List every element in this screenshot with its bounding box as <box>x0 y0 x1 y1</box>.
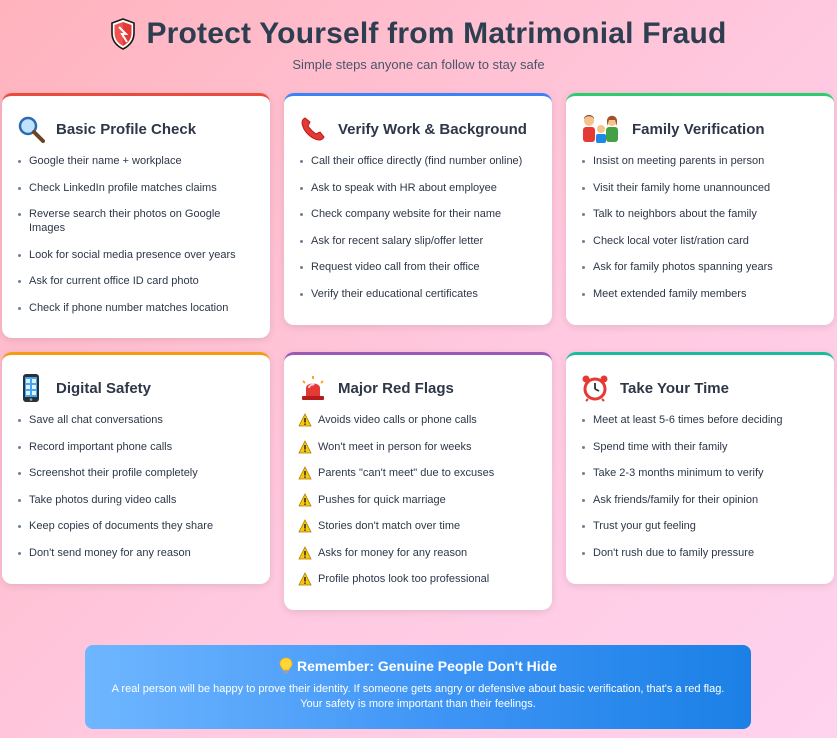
list-item <box>580 234 820 248</box>
list-item <box>580 546 820 560</box>
bullet-icon <box>18 307 21 310</box>
list-item-text: Asks for money for any reason <box>318 546 468 559</box>
card-title: Basic Profile Check <box>56 120 197 138</box>
list-item <box>16 546 256 560</box>
bullet-icon <box>582 240 585 243</box>
list-item <box>16 274 256 288</box>
page-subtitle: Simple steps anyone can follow to stay safe <box>292 57 545 72</box>
banner-title: Remember: Genuine People Don't Hide <box>296 658 558 674</box>
shield-icon <box>110 18 136 50</box>
mobile-icon <box>16 373 46 403</box>
list-item-text: Stories don't match over time <box>318 520 461 532</box>
card-digital-safety <box>2 352 270 584</box>
list-item-text: Meet at least 5-6 times before deciding <box>593 414 783 426</box>
list-item-text: Ask for recent salary slip/offer letter <box>311 234 484 247</box>
card-header <box>16 373 256 403</box>
bullet-icon <box>300 266 303 269</box>
list-item-text: Pushes for quick marriage <box>318 493 446 506</box>
bullet-icon <box>300 213 303 216</box>
card-verify-work-background <box>284 93 552 325</box>
bullet-icon <box>300 160 303 163</box>
warning-icon <box>298 466 312 480</box>
title-row <box>0 14 837 54</box>
list-item-text: Visit their family home unannounced <box>593 181 771 194</box>
bullet-icon <box>582 552 585 555</box>
bullet-icon <box>582 187 585 190</box>
card-item-list <box>16 413 256 560</box>
list-item-text: Ask friends/family for their opinion <box>593 493 759 506</box>
list-item-text: Check local voter list/ration card <box>593 234 749 247</box>
list-item-text: Trust your gut feeling <box>593 520 696 532</box>
list-item <box>298 207 538 221</box>
list-item-text: Ask for current office ID card photo <box>29 275 199 287</box>
bullet-icon <box>582 446 585 449</box>
list-item-text: Won't meet in person for weeks <box>318 440 472 453</box>
list-item <box>298 260 538 274</box>
card-family-verification <box>566 93 834 325</box>
card-title: Verify Work & Background <box>338 120 527 138</box>
list-item-text: Insist on meeting parents in person <box>593 155 765 167</box>
list-item <box>580 207 820 221</box>
list-item-text: Don't rush due to family pressure <box>593 546 755 559</box>
list-item-text: Keep copies of documents they share <box>29 520 214 532</box>
list-item-text: Don't send money for any reason <box>29 546 191 559</box>
card-title: Family Verification <box>632 120 765 138</box>
warning-icon <box>298 493 312 507</box>
card-item-list <box>580 413 820 560</box>
card-header <box>298 114 538 144</box>
list-item <box>580 413 820 427</box>
bullet-icon <box>582 419 585 422</box>
list-item <box>298 440 538 454</box>
magnifier-icon <box>16 114 46 144</box>
list-item-text: Call their office directly (find number online) <box>311 155 523 167</box>
list-item-text: Ask for family photos spanning years <box>593 261 773 273</box>
list-item <box>298 466 538 480</box>
card-take-your-time <box>566 352 834 584</box>
siren-icon <box>298 373 328 403</box>
list-item <box>16 181 256 195</box>
list-item-text: Save all chat conversations <box>29 414 163 426</box>
list-item-text: Avoids video calls or phone calls <box>318 414 477 426</box>
reminder-banner <box>85 645 751 729</box>
bullet-icon <box>18 254 21 257</box>
bullet-icon <box>18 499 21 502</box>
list-item <box>580 466 820 480</box>
list-item <box>16 466 256 480</box>
list-item-text: Take 2-3 months minimum to verify <box>593 467 764 479</box>
warning-icon <box>298 413 312 427</box>
bullet-icon <box>18 187 21 190</box>
list-item-text: Check company website for their name <box>311 208 502 220</box>
bullet-icon <box>18 160 21 163</box>
warning-icon <box>298 546 312 560</box>
card-header <box>16 114 256 144</box>
phone-icon <box>298 114 328 144</box>
list-item <box>16 207 256 235</box>
card-major-red-flags <box>284 352 552 610</box>
banner-text: A real person will be happy to prove their identity. If someone gets angry or defensive about basic verification, that's a red flag. Your safety is more important than their feelings. <box>111 683 725 710</box>
bullet-icon <box>582 525 585 528</box>
page-header <box>0 14 837 72</box>
bullet-icon <box>300 293 303 296</box>
list-item-text: Google their name + workplace <box>29 155 182 167</box>
list-item <box>16 301 256 315</box>
bullet-icon <box>18 280 21 283</box>
bullet-icon <box>300 187 303 190</box>
list-item <box>580 260 820 274</box>
bullet-icon <box>582 160 585 163</box>
list-item-text: Look for social media presence over years <box>29 248 236 261</box>
list-item <box>580 519 820 533</box>
list-item <box>298 572 538 586</box>
list-item <box>298 287 538 301</box>
list-item <box>16 493 256 507</box>
bullet-icon <box>582 293 585 296</box>
list-item <box>16 154 256 168</box>
bullet-icon <box>18 419 21 422</box>
list-item <box>298 234 538 248</box>
list-item <box>16 440 256 454</box>
bullet-icon <box>300 240 303 243</box>
list-item-text: Ask to speak with HR about employee <box>311 181 497 194</box>
list-item <box>298 154 538 168</box>
bullet-icon <box>582 472 585 475</box>
list-item <box>580 181 820 195</box>
list-item-text: Talk to neighbors about the family <box>593 208 757 220</box>
list-item-text: Reverse search their photos on Google Images <box>29 208 221 234</box>
bullet-icon <box>18 525 21 528</box>
alarm-clock-icon <box>580 373 610 403</box>
list-item <box>16 248 256 262</box>
card-title: Take Your Time <box>620 379 729 397</box>
list-item <box>16 413 256 427</box>
list-item <box>298 493 538 507</box>
list-item-text: Record important phone calls <box>29 440 173 453</box>
page-title: Protect Yourself from Matrimonial Fraud <box>146 17 727 50</box>
list-item <box>580 287 820 301</box>
list-item-text: Check if phone number matches location <box>29 301 229 314</box>
list-item <box>580 440 820 454</box>
bullet-icon <box>582 499 585 502</box>
bullet-icon <box>582 213 585 216</box>
list-item <box>298 546 538 560</box>
warning-icon <box>298 440 312 454</box>
card-header <box>580 114 820 144</box>
bullet-icon <box>18 446 21 449</box>
warning-icon <box>298 519 312 533</box>
list-item-text: Screenshot their profile completely <box>29 467 198 479</box>
list-item-text: Spend time with their family <box>593 440 728 453</box>
banner-title-row <box>105 657 731 675</box>
card-title: Major Red Flags <box>338 379 454 397</box>
card-header <box>580 373 820 403</box>
list-item-text: Profile photos look too professional <box>318 573 490 585</box>
card-title: Digital Safety <box>56 379 152 397</box>
card-item-list <box>580 154 820 301</box>
list-item-text: Parents "can't meet" due to excuses <box>318 467 495 479</box>
list-item-text: Request video call from their office <box>311 261 480 273</box>
list-item <box>298 519 538 533</box>
card-item-list <box>16 154 256 315</box>
list-item-text: Take photos during video calls <box>29 493 177 506</box>
list-item <box>298 413 538 427</box>
list-item-text: Verify their educational certificates <box>311 287 478 300</box>
list-item-text: Meet extended family members <box>593 287 747 300</box>
card-item-list <box>298 413 538 586</box>
list-item <box>16 519 256 533</box>
list-item <box>298 181 538 195</box>
warning-icon <box>298 572 312 586</box>
card-item-list <box>298 154 538 301</box>
bullet-icon <box>18 213 21 216</box>
list-item <box>580 154 820 168</box>
card-header <box>298 373 538 403</box>
list-item <box>580 493 820 507</box>
card-basic-profile-check <box>2 93 270 338</box>
lightbulb-icon <box>279 657 293 675</box>
family-icon <box>580 114 622 144</box>
list-item-text: Check LinkedIn profile matches claims <box>29 181 217 194</box>
bullet-icon <box>18 552 21 555</box>
bullet-icon <box>18 472 21 475</box>
bullet-icon <box>582 266 585 269</box>
